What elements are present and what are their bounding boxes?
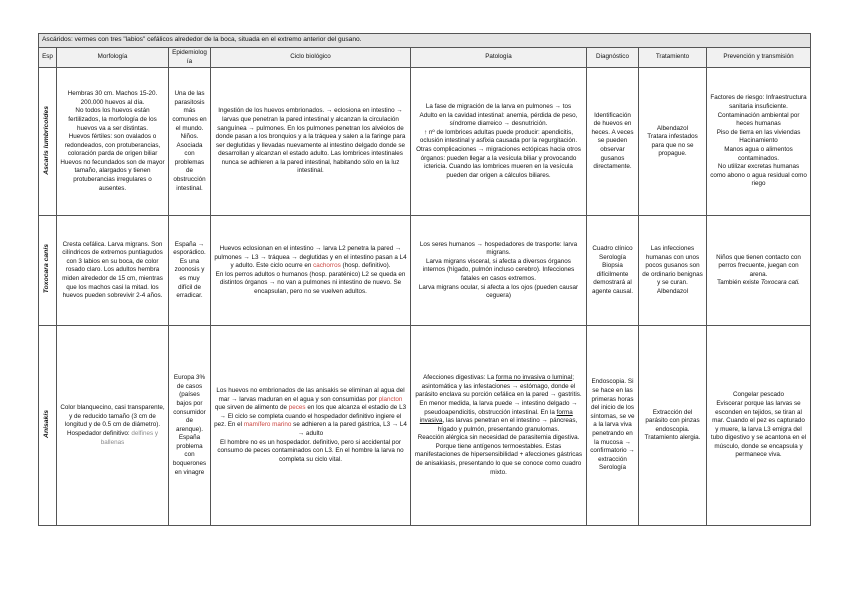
ascaris-ciclo: Ingestión de los huevos embrionados. → eclosiona en intestino → larvas que penetran la pared intestinal y alcanzan la circulación sanguínea → pulmones. En los pulmones penetran los alvéolos de donde pasan a los bronquios y a la tráquea y salen a la faringe para ser deglutidas y llevadas nuevamente al intestino delgado donde se desarrollan y alcanzan el estado adulto. Las lombrices intestinales nunca se adhieren a la pared intestinal, habitando sólo en la luz intestinal. — [211, 68, 411, 216]
ascaridos-table — [38, 33, 811, 526]
header-ciclo: Ciclo biológico — [211, 48, 411, 68]
anisakis-diagnostico: Endoscopia. Si se hace en las primeras horas del inicio de los síntomas, se ve a la larva viva penetrando en la mucosa → confirmatorio → extracción Serología — [587, 326, 639, 526]
toxocara-morfologia: Cresta cefálica. Larva migrans. Son cilíndricos de extremos puntiagudos con 3 labios en su boca, de color rosado claro. Los adultos hembra miden alrededor de 15 cm, mientras que los machos casi la mitad. los huevos pueden sobrevivir 2-4 años. — [57, 216, 169, 326]
forma-no-invasiva: forma no invasiva o luminal — [495, 374, 573, 382]
plancton-word: plancton — [378, 395, 403, 403]
toxocara-cati: Toxocara cati. — [760, 279, 800, 287]
toxocara-ciclo: Huevos eclosionan en el intestino → larva L2 penetra la pared → pulmones → L3 → tráquea → deglutidas y en el intestino pasan a L4 y adulto. Este ciclo ocurre en cachorros (hosp. definitivo). En los perros adultos o humanos (hosp. paraténico) L2 se queda en distintos órganos → no van a pulmones ni intestino de nuevo. Se encapsulan, pero no se vuelven adultos. — [211, 216, 411, 326]
header-diagnostico: Diagnóstico — [587, 48, 639, 68]
row-anisakis — [39, 326, 811, 526]
header-prevencion: Prevención y transmisión — [707, 48, 811, 68]
ascaris-patologia: La fase de migración de la larva en pulmones → tos Adulto en la cavidad intestinal: anemia, pérdida de peso, síndrome diarreico → desnutrición. ↑ nº de lombrices adultas puede producir: apendicitis, oclusión intestinal y asfixia causada por la regurgitación. Otras complicaciones → migraciones ectópicas hacia otros órganos: pueden llegar a la vesícula biliar y provocando ictericia. Cuando las lombrices mueren en la vesícula pueden dar origen a cálculos biliares. — [411, 68, 587, 216]
species-cell — [39, 68, 57, 216]
species-name: Anisakis — [43, 409, 51, 438]
header-tratamiento: Tratamiento — [639, 48, 707, 68]
species-cell — [39, 326, 57, 526]
mamifero-word: mamífero marino — [243, 421, 292, 429]
ascaris-epidemiologia: Una de las parasitosis más comunes en el mundo. Niños. Asociada con problemas de obstrucción intestinal. — [169, 68, 211, 216]
toxocara-epidemiologia: España → esporádico. Es una zoonosis y es muy difícil de erradicar. — [169, 216, 211, 326]
anisakis-patologia: Afecciones digestivas: La forma no invasiva o luminal; asintomática y las infestaciones → estómago, donde el parásito enclava su porción cefálica en la pared → gastritis. En menor medida, la larva puede → intestino delgado → pseudoapendicitis, obstrucción intestinal. En la forma invasiva, las larvas penetran en el intestino → páncreas, hígado y pulmón, presentando granulomas. Reacción alérgica sin necesidad de parasitemia digestiva. Porque tiene antígenos termoestables. Estas manifestaciones de hipersensibilidad + afecciones gástricas de anisakiasis, presentando lo que se conoce como cuadro mixto. — [411, 326, 587, 526]
header-esp: Esp — [39, 48, 57, 68]
row-toxocara — [39, 216, 811, 326]
toxocara-prevencion: Niños que tienen contacto con perros frecuente, juegan con arena. También existe Toxocara cati. — [707, 216, 811, 326]
ascaris-tratamiento: Albendazol Tratara infestados para que no se propague. — [639, 68, 707, 216]
anisakis-tratamiento: Extracción del parásito con pinzas endoscopia. Tratamiento alergia. — [639, 326, 707, 526]
header-patologia: Patología — [411, 48, 587, 68]
ascaris-prevencion: Factores de riesgo: Infraestructura sanitaria insuficiente. Contaminación ambiental por heces humanas Piso de tierra en las viviendas Hacinamiento Manos agua o alimentos contaminados. No utilizar excretas humanas como abono o agua residual como riego — [707, 68, 811, 216]
forma-invasiva: forma invasiva — [419, 408, 573, 425]
anisakis-morfologia: Color blanquecino, casi transparente, y de reducido tamaño (3 cm de longitud y de 0.5 cm de diámetro). Hospedador definitivo: delfines y ballenas — [57, 326, 169, 526]
header-epidemiologia: Epidemiología — [169, 48, 211, 68]
header-row — [39, 48, 811, 68]
ascaris-diagnostico: Identificación de huevos en heces. A veces se pueden observar gusanos directamente. — [587, 68, 639, 216]
ascaris-morfologia: Hembras 30 cm. Machos 15-20. 200.000 huevos al día. No todos los huevos están fertilizados, la morfología de los huevos va a ser distintas. Huevos fértiles: son ovalados o redondeados, con protuberancias, coloración parda de origen biliar Huevos no fecundados son de mayor tamaño, alargados y tienen protuberancias irregulares o ausentes. — [57, 68, 169, 216]
species-name: Toxocara canis — [43, 244, 51, 294]
row-ascaris — [39, 68, 811, 216]
toxocara-tratamiento: Las infecciones humanas con unos pocos gusanos son de ordinario benignas y se curan. Albendazol — [639, 216, 707, 326]
toxocara-patologia: Los seres humanos → hospedadores de trasporte: larva migrans. Larva migrans visceral, si afecta a diversos órganos internos (hígado, pulmón incluso cerebro). Infecciones fatales en casos extremos. Larva migrans ocular, si afecta a los ojos (pueden causar ceguera) — [411, 216, 587, 326]
host-cachorros: cachorros — [313, 262, 341, 270]
host-definitivo: delfines y ballenas — [100, 429, 159, 446]
page — [38, 33, 810, 526]
header-morfologia: Morfología — [57, 48, 169, 68]
anisakis-prevencion: Congelar pescado Eviscerar porque las larvas se esconden en tejidos, se tiran al mar. Cuando el pez es capturado y muere, la larva L3 emigra del tubo digestivo y se acantona en el músculo, donde se encapsula y permanece viva. — [707, 326, 811, 526]
anisakis-ciclo: Los huevos no embrionados de las anisakis se eliminan al agua del mar → larvas maduran en el agua y son consumidas por plancton que sirven de alimento de peces en los que alcanza el estadio de L3 → El ciclo se completa cuando el hospedador definitivo ingiere el pez. En el mamífero marino se adhieren a la pared gástrica, L3 → L4 → adulto El hombre no es un hospedador. definitivo, pero si accidental por consumo de peces contaminados con L3. En el hombre la larva no completa su ciclo vital. — [211, 326, 411, 526]
toxocara-diagnostico: Cuadro clínico Serología Biopsia difícilmente demostrará al agente causal. — [587, 216, 639, 326]
peces-word: peces — [288, 404, 306, 412]
anisakis-epidemiologia: Europa 3% de casos (países bajos por consumidor de arenque). España problema con boquerones en vinagre — [169, 326, 211, 526]
table-caption: Ascáridos: vermes con tres "labios" cefálicos alrededor de la boca, situada en el extremo anterior del gusano. — [39, 34, 811, 48]
species-name: Ascaris lumbricoides — [43, 105, 51, 175]
species-cell — [39, 216, 57, 326]
